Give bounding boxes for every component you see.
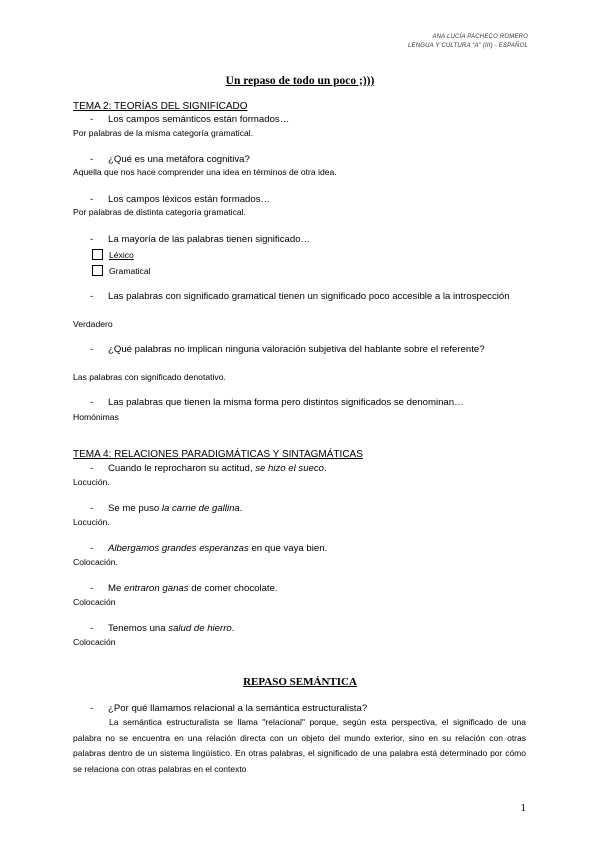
- tema4-answer-1: Locución.: [73, 477, 110, 487]
- bullet-dash: -: [90, 543, 94, 554]
- tema4-answer-2: Locución.: [73, 517, 110, 527]
- tema4-answer-5: Colocación: [73, 637, 116, 647]
- checkbox[interactable]: [92, 249, 103, 260]
- question-text: Los campos semánticos están formados…: [108, 114, 290, 125]
- checkbox[interactable]: [92, 265, 103, 276]
- option-lexico[interactable]: [92, 249, 134, 260]
- tema4-question-1: [90, 462, 520, 476]
- bullet-dash: -: [90, 344, 94, 355]
- bullet-dash: -: [90, 234, 94, 245]
- tema4-question-3: [90, 542, 520, 556]
- question-3: [90, 193, 520, 207]
- answer-1: Por palabras de la misma categoría gramatical.: [73, 128, 254, 138]
- bullet-dash: -: [90, 114, 94, 125]
- bullet-dash: -: [90, 194, 94, 205]
- question-7: [90, 396, 520, 410]
- repaso-question-1: [90, 702, 520, 716]
- page-number: 1: [520, 802, 526, 814]
- italic-phrase: Albergamos grandes esperanzas: [108, 543, 249, 554]
- italic-phrase: se hizo el sueco: [255, 463, 324, 474]
- italic-phrase: salud de hierro: [168, 623, 232, 634]
- section-heading-tema4: TEMA 4: RELACIONES PARADIGMÁTICAS Y SINTAGMÁTICAS: [73, 449, 363, 460]
- bullet-dash: -: [90, 623, 94, 634]
- answer-2: Aquella que nos hace comprender una idea en términos de otra idea.: [73, 167, 337, 177]
- bullet-dash: -: [90, 397, 94, 408]
- question-text: Me entraron ganas de comer chocolate.: [108, 583, 278, 594]
- bullet-dash: -: [90, 291, 94, 302]
- answer-paragraph: La semántica estructuralista se llama "relacional" porque, según esta perspectiva, el significado de una palabra no se encuentra en una relación directa con un objeto del mundo exterior, sino en su relación con otras palabras dentro de un sistema lingüístico. En otras palabras, el significado de una palabra está determinado por cómo se relaciona con otras palabras en el contexto: [73, 717, 526, 774]
- header-author: ANA LUCÍA PACHECO ROMERO: [432, 34, 528, 40]
- tema4-answer-4: Colocación: [73, 597, 116, 607]
- answer-6: Las palabras con significado denotativo.: [73, 372, 226, 382]
- question-text: Albergamos grandes esperanzas en que vaya bien.: [108, 543, 328, 554]
- question-6: [90, 343, 520, 357]
- section-heading-tema2: TEMA 2: TEORÍAS DEL SIGNIFICADO: [73, 101, 248, 112]
- page-title: Un repaso de todo un poco ;))): [225, 75, 375, 87]
- tema4-question-2: [90, 502, 520, 516]
- question-4: [90, 233, 520, 247]
- question-1: [90, 113, 520, 127]
- question-text: Tenemos una salud de hierro.: [108, 623, 235, 634]
- italic-phrase: la carne de gallina: [161, 503, 240, 514]
- option-label: Gramatical: [109, 265, 151, 276]
- tema4-question-5: [90, 622, 520, 636]
- bullet-dash: -: [90, 503, 94, 514]
- question-5: [90, 290, 520, 304]
- bullet-dash: -: [90, 463, 94, 474]
- question-text: ¿Qué palabras no implican ninguna valoración subjetiva del hablante sobre el referente?: [108, 344, 485, 355]
- question-text: Las palabras con significado gramatical tienen un significado poco accesible a la introspección: [108, 291, 510, 302]
- answer-7: Homónimas: [73, 412, 119, 422]
- option-label: Léxico: [109, 249, 134, 260]
- question-text: Se me puso la carne de gallina.: [108, 503, 243, 514]
- answer-5: Verdadero: [73, 319, 113, 329]
- italic-phrase: entraron ganas: [124, 583, 189, 594]
- question-text: Los campos léxicos están formados…: [108, 194, 271, 205]
- question-text: Cuando le reprocharon su actitud, se hizo el sueco.: [108, 463, 327, 474]
- tema4-answer-3: Colocación.: [73, 557, 118, 567]
- bullet-dash: -: [90, 703, 94, 714]
- bullet-dash: -: [90, 154, 94, 165]
- question-text: La mayoría de las palabras tienen significado…: [108, 234, 311, 245]
- tema4-question-4: [90, 582, 520, 596]
- question-text: ¿Qué es una metáfora cognitiva?: [108, 154, 250, 165]
- answer-3: Por palabras de distinta categoría gramatical.: [73, 207, 246, 217]
- option-gramatical[interactable]: [92, 265, 151, 276]
- question-text: Las palabras que tienen la misma forma pero distintos significados se denominan…: [108, 397, 464, 408]
- question-2: [90, 153, 520, 167]
- section-heading-repaso: REPASO SEMÁNTICA: [243, 676, 357, 688]
- bullet-dash: -: [90, 583, 94, 594]
- question-text: ¿Por qué llamamos relacional a la semántica estructuralista?: [108, 703, 368, 714]
- header-course: LENGUA Y CULTURA “A” (III) - ESPAÑOL: [408, 43, 528, 49]
